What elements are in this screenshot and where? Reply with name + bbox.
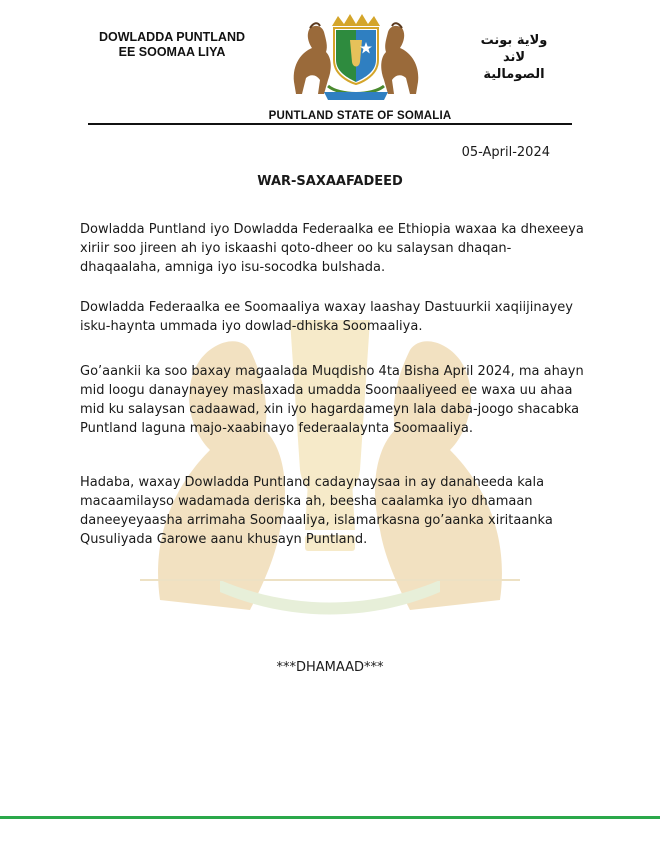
document-title: WAR-SAXAAFADEED [257,174,403,189]
header-left-line2: EE SOOMAA LIYA [118,45,226,59]
header-arabic-name [468,32,560,83]
header-right-line1: ولاية بونت لاند [480,33,548,65]
puntland-emblem-logo [288,12,424,104]
paragraph-4: Hadaba, waxay Dowladda Puntland cadaynaysaa in ay danaheeda kala macaamilayso wadamada deriska ah, beesha caalamka iyo dhamaan daneeyeyaasha arrimaha Soomaaliya, islamarkasna go’aanka xiritaanka Qusuliyada Garowe aanu khusayn Puntland. [80,475,553,547]
header-subtitle [0,110,660,122]
header-left-line1: DOWLADDA PUNTLAND [98,30,246,44]
header-subtitle-text: PUNTLAND STATE OF SOMALIA [268,110,452,122]
closing-mark: ***DHAMAAD*** [276,660,384,675]
document-date: 05-April-2024 [461,145,550,160]
paragraph-1: Dowladda Puntland iyo Dowladda Federaalka ee Ethiopia waxaa ka dhexeeya xiriir soo jireen ah iyo iskaashi qoto-dheer oo ku salaysan dhaqan-dhaqaalaha, amniga iyo isu-socodka bulshada. [80,222,584,275]
paragraph-2: Dowladda Federaalka ee Soomaaliya waxay laashay Dastuurkii xaqiijinayey isku-haynta ummada iyo dowlad-dhiska Soomaaliya. [80,300,573,334]
header-right-line2: الصومالية [483,67,545,82]
header-divider [88,123,572,125]
header-somali-name [92,30,252,60]
footer-divider [0,816,660,819]
paragraph-3: Go’aankii ka soo baxay magaalada Muqdisho 4ta Bisha April 2024, ma ahayn mid loogu danaynayey maslaxada umadda Soomaaliyeed ee waxa uu ahaa mid ku salaysan cadaawad, xin iyo hagardaameyn lala daba-joogo shacabka Puntland laguna majo-xaabinayo federaalaynta Soomaaliya. [80,364,584,436]
